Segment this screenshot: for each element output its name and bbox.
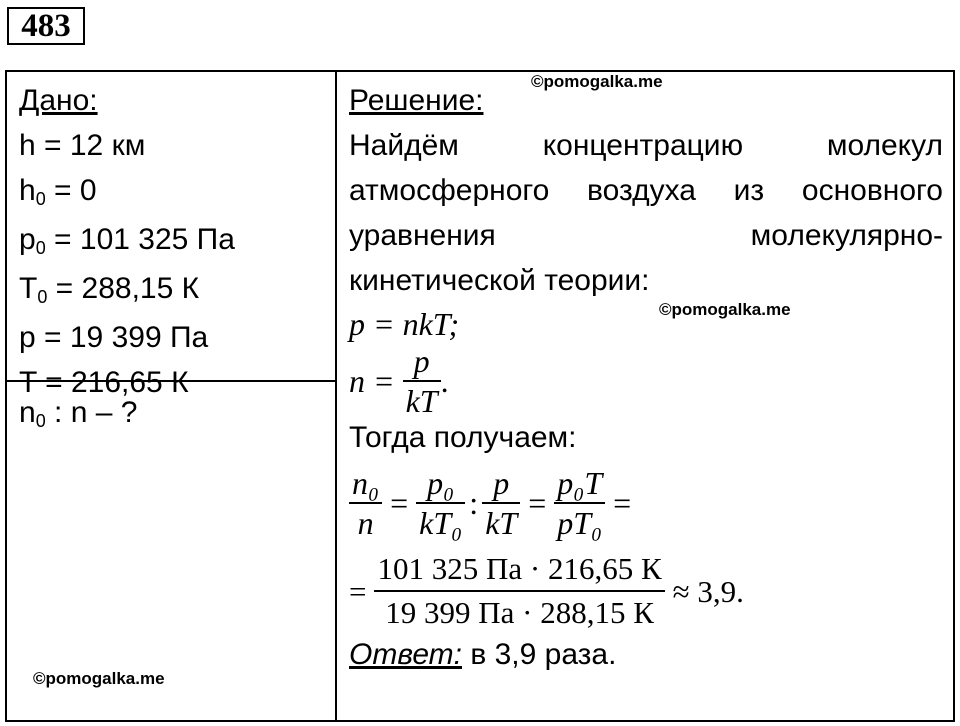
solution-text-line: уравнения молекулярно- [349, 219, 943, 252]
watermark: ©pomogalka.me [659, 300, 791, 319]
ratio-equation: $\frac{\text{n₀}}{n}$ = $\frac{\text{p₀}}{\text{kT₀}}$ : $\frac{p}{kT}$ = $\frac{\text{p₀T}}{\text{pT₀}}$ = [349, 460, 943, 546]
fraction-n0-n: $\frac{\text{n₀}}{n}$ [349, 464, 382, 542]
answer-label: Ответ: [349, 638, 462, 671]
fraction-p-kT: $\frac{p}{kT}$ [482, 464, 520, 542]
given-line: h = 12 км [19, 129, 146, 162]
fraction-p0-kT0: $\frac{\text{p₀}}{\text{kT₀}}$ [416, 464, 465, 542]
equation-2: n = $\frac{p}{kT}$ . [349, 343, 449, 419]
given-line: h0 = 0 [19, 174, 97, 210]
solution-title: Решение: [349, 84, 484, 117]
solution-text-line: кинетической теории: [349, 264, 650, 297]
given-line: T0 = 288,15 К [19, 272, 200, 308]
problem-number: 483 [7, 7, 85, 45]
given-line: p0 = 101 325 Па [19, 223, 235, 259]
watermark: ©pomogalka.me [531, 72, 663, 91]
answer-line [349, 632, 943, 677]
given-section [19, 78, 235, 405]
solution-text-line: Найдём концентрацию молекул [349, 129, 943, 162]
fraction-p0T-pT0: $\frac{\text{p₀T}}{\text{pT₀}}$ [554, 464, 605, 542]
given-title: Дано: [19, 84, 98, 117]
given-line: p = 19 399 Па [19, 321, 209, 354]
equation-1: p = nkT; [349, 306, 460, 342]
calculation-fraction: $\frac{101 325 Па \cdot 216,65 К}{19 399 Па \cdot 288,15 К}$ [374, 548, 664, 634]
column-divider [335, 72, 337, 720]
calculation: = $\frac{101 325 Па \cdot 216,65 К}{19 399 Па \cdot 288,15 К}$ ≈ 3,9. [349, 546, 943, 636]
watermark: ©pomogalka.me [33, 669, 165, 688]
given-line: T = 216,65 К [19, 366, 189, 399]
solution-text-line: атмосферного воздуха из основного [349, 174, 943, 207]
find-section: n0 : n – ? [19, 396, 138, 432]
then-text: Тогда получаем: [349, 421, 577, 454]
answer-text: в 3,9 раза. [462, 638, 617, 671]
solution-section [349, 78, 943, 677]
solution-table [5, 70, 955, 722]
